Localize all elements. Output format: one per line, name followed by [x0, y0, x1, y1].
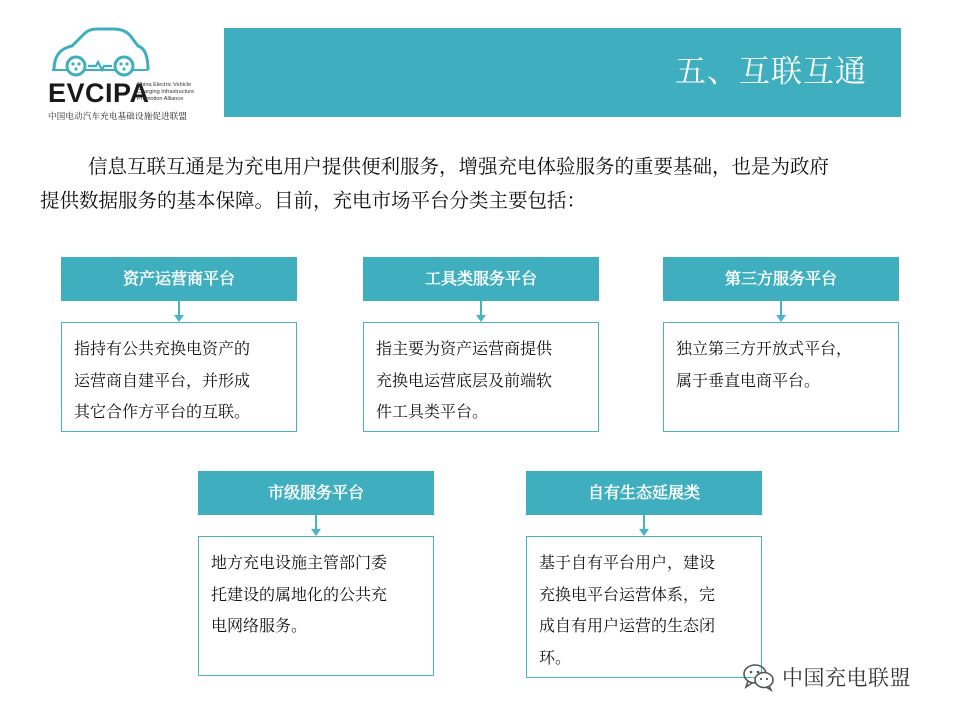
desc-line: 环。 [539, 647, 572, 667]
logo-wordmark: EVCIPA [48, 78, 150, 108]
category-title-third-party: 第三方服务平台 [663, 257, 899, 301]
desc-line: 指主要为资产运营商提供 [376, 339, 553, 358]
category-desc-own-ecosystem [526, 536, 762, 678]
logo-english-name [137, 82, 217, 103]
desc-line: 托建设的属地化的公共充 [211, 584, 388, 604]
watermark-text: 中国充电联盟 [782, 666, 911, 690]
evcipa-logo [38, 20, 208, 124]
category-desc-third-party [663, 322, 899, 432]
category-title-tool-service: 工具类服务平台 [363, 257, 599, 301]
wechat-icon [742, 662, 776, 692]
category-title-asset-operator: 资产运营商平台 [61, 257, 297, 301]
desc-line: 运营商自建平台，并形成 [74, 370, 251, 390]
desc-line: 基于自有平台用户，建设 [539, 553, 716, 572]
intro-line-2: 提供数据服务的基本保障。目前，充电市场平台分类主要包括： [40, 189, 587, 212]
ev-car-plug-icon [50, 26, 150, 82]
intro-line-1: 信息互联互通是为充电用户提供便利服务，增强充电体验服务的重要基础，也是为政府 [88, 155, 830, 178]
desc-line: 其它合作方平台的互联。 [74, 402, 251, 421]
logo-chinese-name: 中国电动汽车充电基础设施促进联盟 [48, 112, 188, 122]
header-bar [224, 28, 901, 117]
arrow-down-icon [171, 301, 187, 323]
wechat-watermark [742, 660, 911, 694]
logo-english-line: Promotion Alliance [137, 96, 184, 102]
category-title-own-ecosystem: 自有生态延展类 [526, 471, 762, 515]
arrow-down-icon [636, 515, 652, 537]
logo-english-line: Charging Infrastructure [137, 89, 195, 95]
arrow-down-icon [473, 301, 489, 323]
desc-line: 充换电运营底层及前端软 [376, 370, 553, 390]
category-desc-tool-service [363, 322, 599, 432]
desc-line: 独立第三方开放式平台， [676, 339, 853, 358]
desc-line: 指持有公共充换电资产的 [74, 339, 251, 358]
intro-paragraph [40, 150, 920, 218]
logo-english-line: China Electric Vehicle [137, 82, 192, 88]
desc-line: 电网络服务。 [211, 616, 308, 635]
desc-line: 成自有用户运营的生态闭 [539, 616, 716, 635]
category-desc-asset-operator [61, 322, 297, 432]
desc-line: 属于垂直电商平台。 [676, 370, 821, 390]
arrow-down-icon [773, 301, 789, 323]
page-title: 五、互联互通 [675, 54, 867, 90]
category-desc-city-service [198, 536, 434, 676]
desc-line: 地方充电设施主管部门委 [211, 553, 388, 572]
desc-line: 充换电平台运营体系，完 [539, 584, 716, 604]
desc-line: 件工具类平台。 [376, 402, 489, 421]
arrow-down-icon [308, 515, 324, 537]
category-title-city-service: 市级服务平台 [198, 471, 434, 515]
